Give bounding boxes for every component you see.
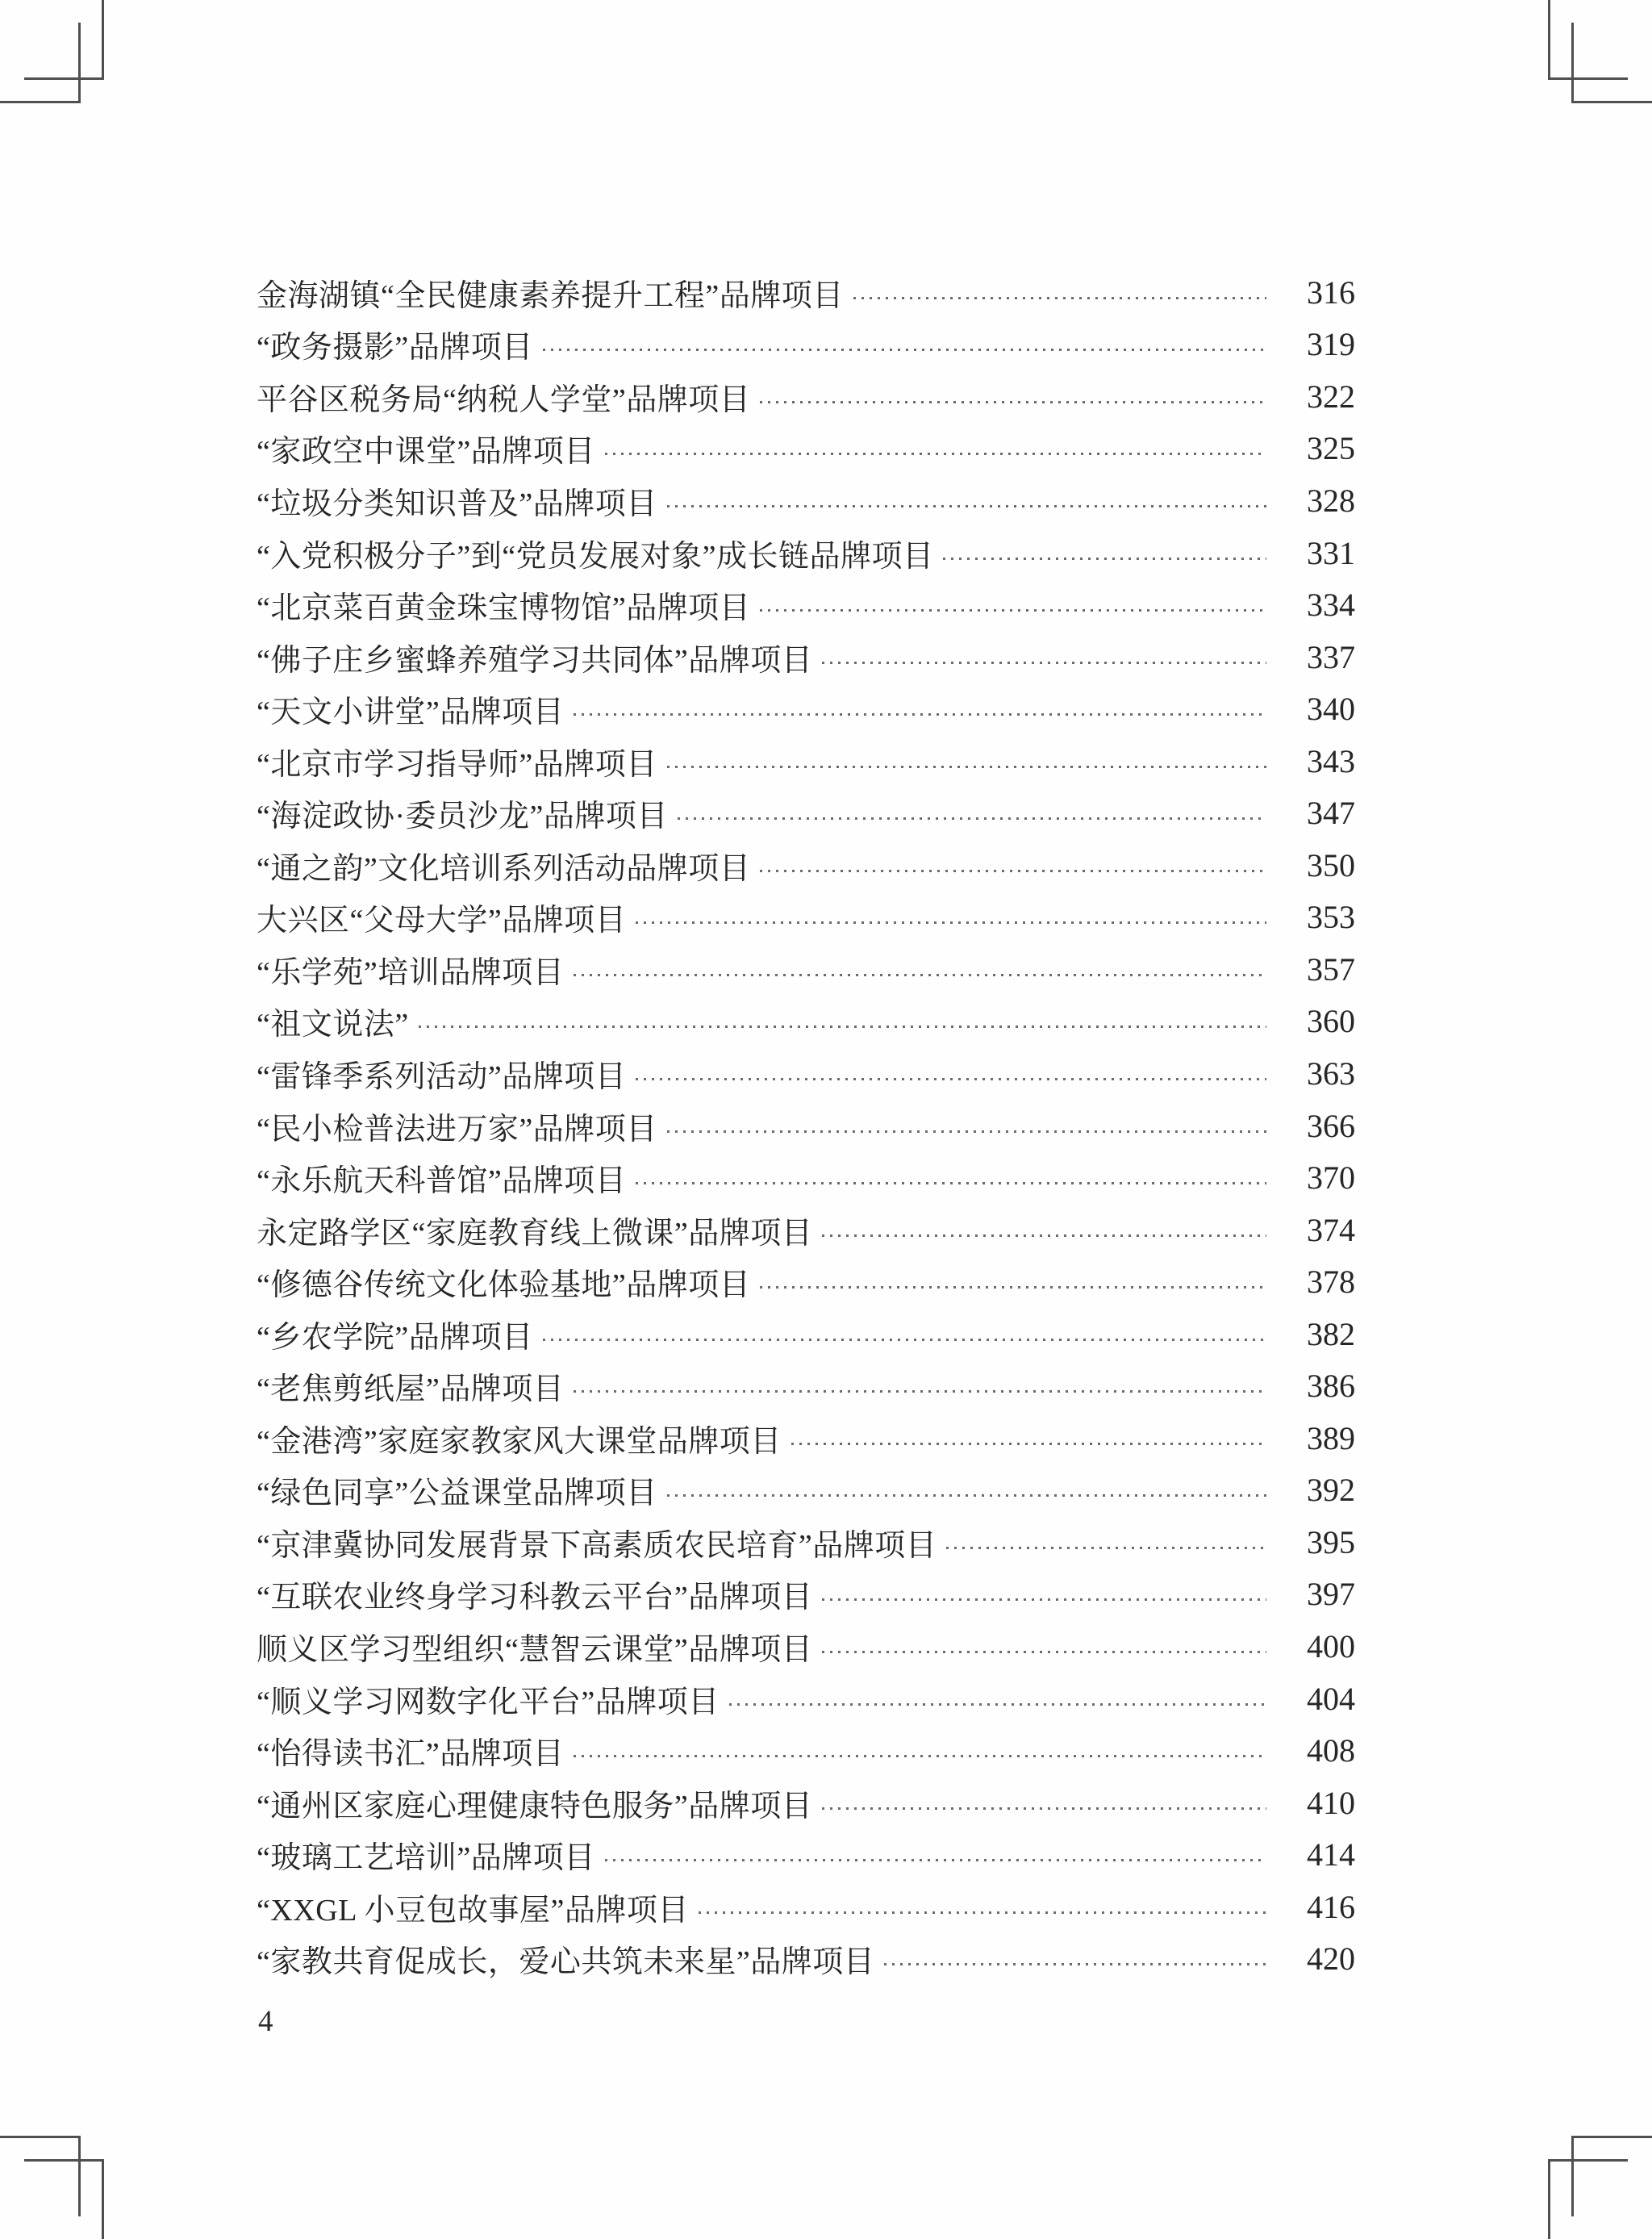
toc-entry-page-number: 408	[1307, 1732, 1355, 1769]
toc-entry-page-number: 395	[1307, 1523, 1355, 1560]
toc-entry-page-number: 340	[1307, 691, 1355, 728]
toc-entry-page-number: 366	[1307, 1107, 1355, 1144]
toc-entry-page-number: 392	[1307, 1472, 1355, 1509]
dot-leader	[543, 1339, 1266, 1341]
dot-leader	[667, 766, 1266, 768]
toc-entry-title: “玻璃工艺培训”品牌项目	[257, 1841, 595, 1876]
dot-leader	[667, 1130, 1266, 1133]
toc-entry-title: “北京市学习指导师”品牌项目	[257, 747, 657, 782]
toc-entry-title: “北京菜百黄金珠宝博物馆”品牌项目	[257, 591, 751, 626]
toc-entry-title: “家政空中课堂”品牌项目	[257, 435, 595, 470]
toc-entry-title: “互联农业终身学习科教云平台”品牌项目	[257, 1581, 813, 1615]
dot-leader	[822, 1651, 1266, 1653]
toc-entry	[257, 787, 1355, 839]
toc-entry-page-number: 322	[1307, 378, 1355, 415]
toc-entry-title: “天文小讲堂”品牌项目	[257, 696, 565, 730]
footer-page-number: 4	[258, 2005, 273, 2038]
toc-entry	[257, 1412, 1355, 1464]
dot-leader	[605, 1859, 1266, 1861]
toc-entry	[257, 319, 1355, 371]
dot-leader	[699, 1911, 1266, 1914]
dot-leader	[760, 870, 1266, 872]
toc-entry	[257, 423, 1355, 475]
toc-entry-page-number: 337	[1307, 638, 1355, 675]
toc-entry	[257, 1724, 1355, 1777]
dot-leader	[419, 1026, 1266, 1028]
toc-entry	[257, 527, 1355, 579]
toc-entry	[257, 683, 1355, 735]
toc-entry	[257, 1516, 1355, 1569]
toc-entry-title: “民小检普法进万家”品牌项目	[257, 1112, 657, 1147]
toc-entry-title: “乡农学院”品牌项目	[257, 1320, 533, 1355]
toc-entry-title: “政务摄影”品牌项目	[257, 331, 533, 366]
toc-entry	[257, 1620, 1355, 1673]
dot-leader	[667, 1494, 1266, 1497]
dot-leader	[822, 1807, 1266, 1810]
crop-mark-bottom-right-inner	[1571, 2136, 1652, 2216]
toc-entry-page-number: 370	[1307, 1159, 1355, 1197]
crop-mark-top-right-inner	[1571, 23, 1652, 103]
toc-entry-page-number: 378	[1307, 1264, 1355, 1301]
toc-entry-page-number: 420	[1307, 1940, 1355, 1978]
toc-entry-page-number: 382	[1307, 1315, 1355, 1352]
toc-entry	[257, 1047, 1355, 1100]
toc-entry-page-number: 389	[1307, 1419, 1355, 1456]
toc-entry	[257, 266, 1355, 319]
toc-entry	[257, 631, 1355, 683]
toc-entry	[257, 474, 1355, 527]
toc-entry-title: “顺义学习网数字化平台”品牌项目	[257, 1685, 720, 1719]
toc-entry-page-number: 353	[1307, 899, 1355, 936]
toc-entry-page-number: 360	[1307, 1003, 1355, 1040]
toc-entry-title: 永定路学区“家庭教育线上微课”品牌项目	[257, 1216, 813, 1251]
dot-leader	[636, 1182, 1266, 1184]
toc-entry	[257, 1933, 1355, 1986]
dot-leader	[791, 1443, 1266, 1445]
toc-entry-title: “怡得读书汇”品牌项目	[257, 1737, 565, 1772]
dot-leader	[884, 1963, 1266, 1965]
dot-leader	[574, 974, 1266, 976]
toc-entry-title: “入党积极分子”到“党员发展对象”成长链品牌项目	[257, 539, 934, 574]
dot-leader	[605, 453, 1266, 455]
toc-entry-title: “垃圾分类知识普及”品牌项目	[257, 487, 657, 521]
toc-entry-page-number: 404	[1307, 1680, 1355, 1717]
toc-entry-page-number: 410	[1307, 1784, 1355, 1821]
toc-entry-title: 平谷区税务局“纳税人学堂”品牌项目	[257, 382, 751, 417]
dot-leader	[574, 713, 1266, 716]
toc-entry-title: “乐学苑”培训品牌项目	[257, 955, 565, 990]
toc-entry	[257, 996, 1355, 1048]
toc-entry-page-number: 414	[1307, 1836, 1355, 1873]
toc-entry-title: “绿色同享”公益课堂品牌项目	[257, 1477, 657, 1511]
toc-entry-page-number: 319	[1307, 326, 1355, 363]
toc-entry-title: “祖文说法”	[257, 1008, 409, 1042]
toc-entry	[257, 1828, 1355, 1881]
toc-entry-title: 顺义区学习型组织“慧智云课堂”品牌项目	[257, 1632, 813, 1667]
toc-entry	[257, 579, 1355, 631]
toc-entry	[257, 839, 1355, 892]
dot-leader	[822, 1598, 1266, 1601]
toc-entry-title: 金海湖镇“全民健康素养提升工程”品牌项目	[257, 278, 844, 313]
dot-leader	[760, 609, 1266, 612]
dot-leader	[636, 921, 1266, 924]
toc-entry-page-number: 328	[1307, 482, 1355, 519]
toc-entry	[257, 1777, 1355, 1829]
dot-leader	[760, 1286, 1266, 1289]
toc-entry-page-number: 325	[1307, 430, 1355, 467]
toc-entry	[257, 370, 1355, 423]
toc-entry-page-number: 416	[1307, 1888, 1355, 1925]
dot-leader	[574, 1755, 1266, 1757]
toc-entry	[257, 1255, 1355, 1308]
toc-entry-page-number: 363	[1307, 1055, 1355, 1092]
toc-entry-title: 大兴区“父母大学”品牌项目	[257, 904, 627, 938]
dot-leader	[822, 662, 1266, 664]
toc-entry-title: “XXGL 小豆包故事屋”品牌项目	[257, 1893, 689, 1928]
toc-entry-title: “佛子庄乡蜜蜂养殖学习共同体”品牌项目	[257, 643, 813, 678]
toc-entry-title: “金港湾”家庭家教家风大课堂品牌项目	[257, 1424, 782, 1459]
toc-entry-title: “修德谷传统文化体验基地”品牌项目	[257, 1268, 751, 1303]
toc-entry	[257, 735, 1355, 787]
toc-entry	[257, 1673, 1355, 1725]
dot-leader	[822, 1234, 1266, 1237]
toc-entry-title: “老焦剪纸屋”品牌项目	[257, 1372, 565, 1407]
toc-list	[257, 266, 1355, 1985]
toc-entry-page-number: 386	[1307, 1368, 1355, 1405]
dot-leader	[543, 349, 1266, 351]
dot-leader	[678, 817, 1266, 820]
toc-entry	[257, 1204, 1355, 1256]
dot-leader	[574, 1390, 1266, 1393]
toc-entry-page-number: 347	[1307, 795, 1355, 832]
toc-entry-title: “永乐航天科普馆”品牌项目	[257, 1164, 627, 1199]
toc-entry	[257, 1151, 1355, 1204]
toc-entry	[257, 1100, 1355, 1152]
toc-entry	[257, 1569, 1355, 1621]
toc-entry-page-number: 357	[1307, 950, 1355, 988]
toc-entry-page-number: 397	[1307, 1576, 1355, 1613]
toc-entry-title: “京津冀协同发展背景下高素质农民培育”品牌项目	[257, 1528, 937, 1563]
toc-entry-title: “海淀政协·委员沙龙”品牌项目	[257, 800, 668, 834]
toc-entry-title: “通州区家庭心理健康特色服务”品牌项目	[257, 1789, 813, 1823]
toc-entry-page-number: 316	[1307, 274, 1355, 311]
toc-entry-title: “家教共育促成长，爱心共筑未来星”品牌项目	[257, 1945, 875, 1980]
toc-entry	[257, 1308, 1355, 1360]
dot-leader	[636, 1078, 1266, 1080]
toc-entry-page-number: 350	[1307, 846, 1355, 883]
crop-mark-top-left-inner	[0, 23, 81, 103]
dot-leader	[729, 1703, 1266, 1706]
dot-leader	[760, 401, 1266, 403]
toc-entry-title: “通之韵”文化培训系列活动品牌项目	[257, 851, 751, 886]
toc-entry	[257, 1881, 1355, 1933]
dot-leader	[667, 505, 1266, 508]
dot-leader	[853, 297, 1266, 299]
toc-entry-page-number: 334	[1307, 587, 1355, 624]
toc-entry-page-number: 400	[1307, 1627, 1355, 1665]
toc-entry-title: “雷锋季系列活动”品牌项目	[257, 1059, 627, 1094]
toc-entry-page-number: 374	[1307, 1211, 1355, 1248]
dot-leader	[946, 1547, 1266, 1549]
dot-leader	[943, 558, 1266, 560]
toc-entry	[257, 943, 1355, 996]
toc-entry	[257, 1464, 1355, 1517]
toc-entry	[257, 1360, 1355, 1412]
toc-entry-page-number: 331	[1307, 534, 1355, 571]
toc-entry	[257, 892, 1355, 944]
toc-entry-page-number: 343	[1307, 742, 1355, 779]
crop-mark-bottom-left-inner	[0, 2136, 81, 2216]
